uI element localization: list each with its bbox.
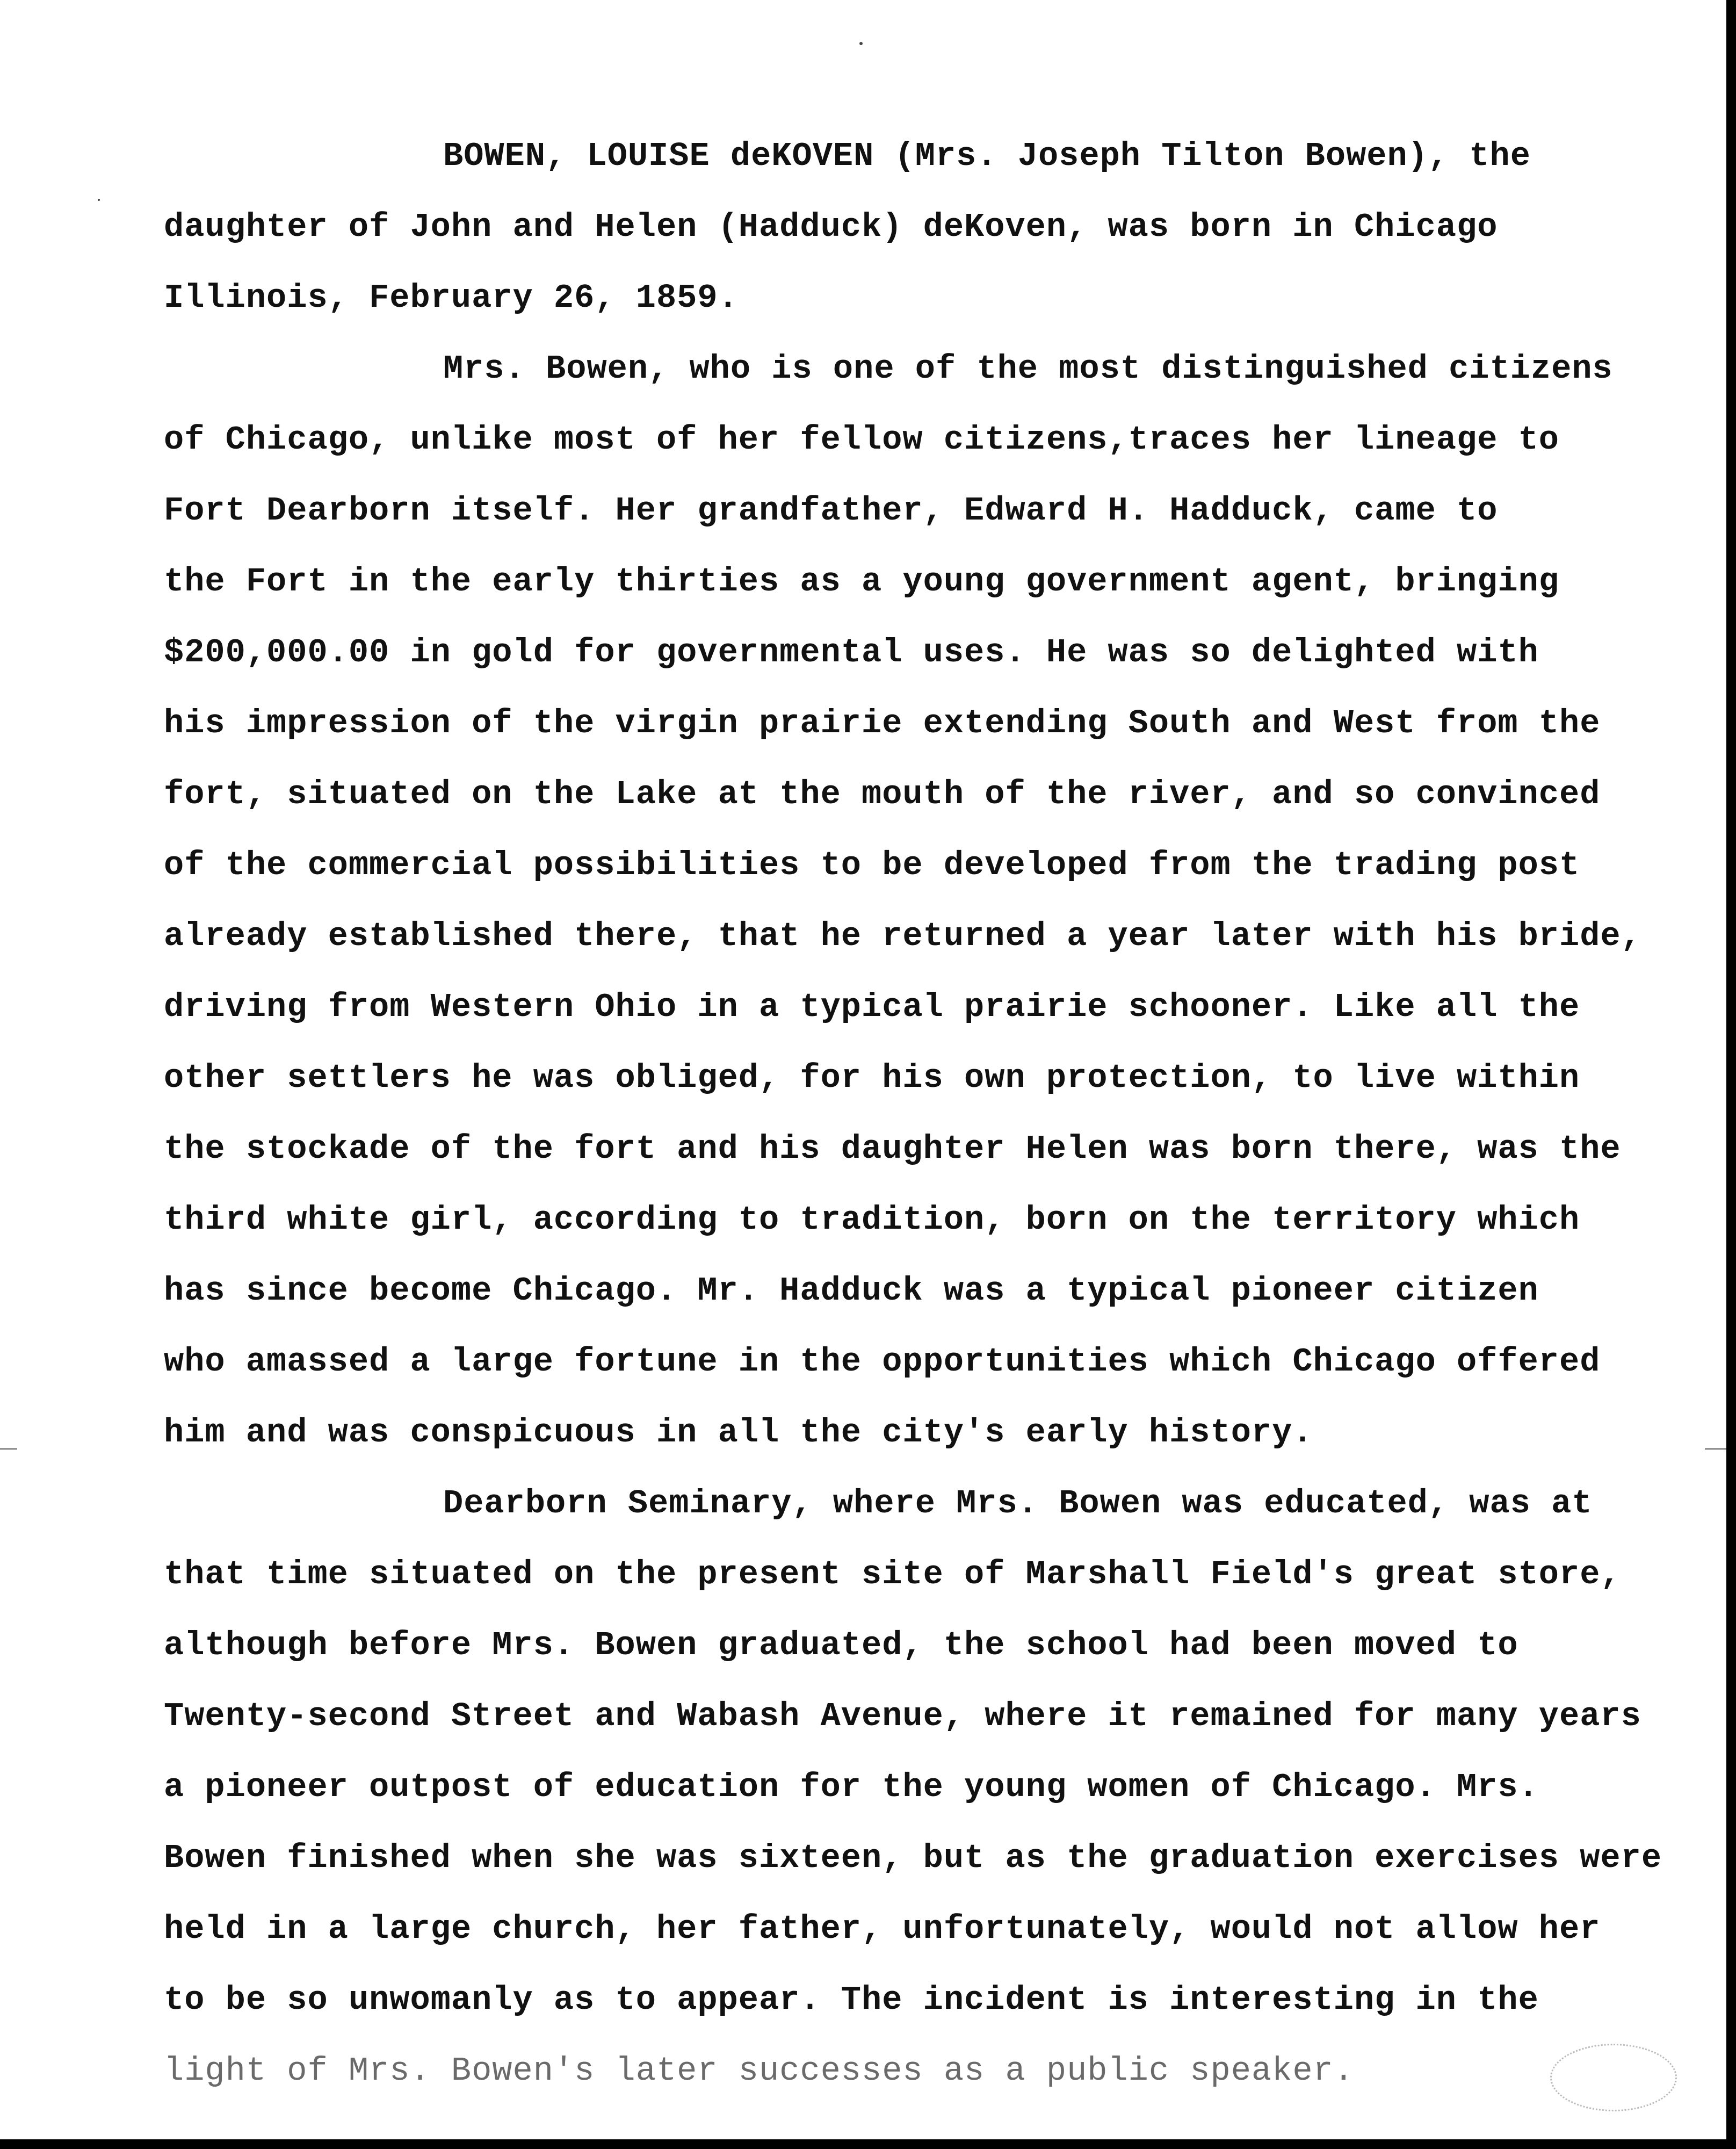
paragraph-2: [164, 334, 1668, 1468]
text-line: $200,000.00 in gold for governmental uses. He was so delighted with: [164, 633, 1539, 672]
scan-edge-right: [1726, 0, 1736, 2149]
text-line: Bowen finished when she was sixteen, but as the graduation exercises were: [164, 1839, 1662, 1877]
text-line: Dearborn Seminary, where Mrs. Bowen was educated, was at: [443, 1484, 1593, 1523]
scan-speck: [859, 42, 863, 45]
text-line: him and was conspicuous in all the city's early history.: [164, 1414, 1313, 1452]
text-line: Fort Dearborn itself. Her grandfather, Edward H. Hadduck, came to: [164, 492, 1498, 530]
faded-stamp-mark: [1550, 2044, 1677, 2111]
text-line: of Chicago, unlike most of her fellow citizens,traces her lineage to: [164, 421, 1560, 459]
margin-mark-right: [1705, 1448, 1726, 1450]
text-line: held in a large church, her father, unfortunately, would not allow her: [164, 1910, 1601, 1948]
text-line: that time situated on the present site of Marshall Field's great store,: [164, 1555, 1621, 1593]
paragraph-1: [164, 121, 1668, 334]
text-line: has since become Chicago. Mr. Hadduck was a typical pioneer citizen: [164, 1272, 1539, 1310]
typed-biography: [164, 121, 1668, 2107]
text-line: Twenty-second Street and Wabash Avenue, where it remained for many years: [164, 1697, 1641, 1735]
text-line: already established there, that he returned a year later with his bride,: [164, 917, 1641, 955]
text-line: the stockade of the fort and his daughter Helen was born there, was the: [164, 1130, 1621, 1168]
margin-mark-left: [0, 1448, 17, 1450]
text-line: fort, situated on the Lake at the mouth of the river, and so convinced: [164, 775, 1601, 813]
text-line: to be so unwomanly as to appear. The incident is interesting in the: [164, 1981, 1539, 2019]
text-line: the Fort in the early thirties as a young government agent, bringing: [164, 563, 1560, 601]
text-line: a pioneer outpost of education for the young women of Chicago. Mrs.: [164, 1768, 1539, 1806]
text-line: who amassed a large fortune in the opportunities which Chicago offered: [164, 1343, 1601, 1381]
text-line: Mrs. Bowen, who is one of the most distinguished citizens: [443, 350, 1613, 388]
text-line: daughter of John and Helen (Hadduck) deKoven, was born in Chicago: [164, 208, 1498, 246]
paragraph-3: [164, 1468, 1668, 2107]
scan-edge-bottom: [0, 2139, 1736, 2149]
text-line: other settlers he was obliged, for his own protection, to live within: [164, 1059, 1580, 1097]
text-line: of the commercial possibilities to be developed from the trading post: [164, 846, 1580, 884]
text-line: light of Mrs. Bowen's later successes as a public speaker.: [164, 2052, 1354, 2090]
text-line: Illinois, February 26, 1859.: [164, 279, 739, 317]
text-line: BOWEN, LOUISE deKOVEN (Mrs. Joseph Tilton Bowen), the: [443, 137, 1531, 175]
text-line: driving from Western Ohio in a typical prairie schooner. Like all the: [164, 988, 1580, 1026]
text-line: although before Mrs. Bowen graduated, the school had been moved to: [164, 1626, 1518, 1664]
text-line: his impression of the virgin prairie extending South and West from the: [164, 704, 1601, 742]
scan-speck: [98, 199, 100, 201]
text-line: third white girl, according to tradition, born on the territory which: [164, 1201, 1580, 1239]
